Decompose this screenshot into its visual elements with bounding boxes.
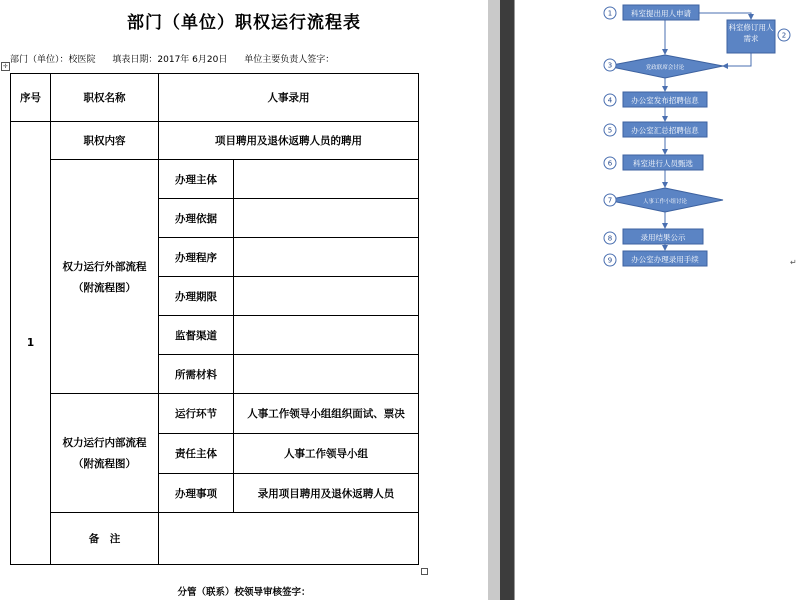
- meta-date: 填表日期：2017年 6月20日: [112, 55, 228, 65]
- table-move-handle-icon[interactable]: ✛: [2, 63, 9, 70]
- int-row: [11, 394, 419, 434]
- step-2-label: 科室修订用人需求: [728, 23, 774, 43]
- int-label: 办理事项: [159, 474, 234, 513]
- step-number: 4: [607, 96, 613, 105]
- int-value: 录用项目聘用及退休返聘人员: [234, 474, 419, 513]
- meta-dept: 部门（单位）：校医院: [10, 55, 96, 65]
- step-number: 8: [607, 234, 613, 243]
- content-row: [11, 122, 419, 160]
- int-label: 责任主体: [159, 434, 234, 474]
- external-flow-label: [51, 160, 159, 394]
- flowchart: [515, 0, 800, 600]
- ext-label: 办理主体: [159, 160, 234, 199]
- remark-row: [11, 513, 419, 565]
- external-flow-sub: （附流程图）: [73, 281, 136, 294]
- power-table: [10, 73, 419, 565]
- step-number: 7: [607, 196, 613, 205]
- ext-value[interactable]: [234, 199, 419, 238]
- ext-label: 办理依据: [159, 199, 234, 238]
- ext-value[interactable]: [234, 238, 419, 277]
- header-seq: 序号: [11, 74, 51, 122]
- step-label: 科室进行人员甄选: [633, 159, 693, 168]
- ext-label: 办理程序: [159, 238, 234, 277]
- int-value: 人事工作领导小组: [234, 434, 419, 474]
- header-name: 职权名称: [51, 74, 159, 122]
- power-name-cell: 人事录用: [159, 74, 419, 122]
- internal-flow-title: 权力运行内部流程: [62, 437, 147, 449]
- document-meta: [10, 52, 348, 65]
- int-label: 运行环节: [159, 394, 234, 434]
- document-footer: 分管（联系）校领导审核签字：: [177, 587, 311, 598]
- internal-flow-label: [51, 394, 159, 513]
- content-value: 项目聘用及退休返聘人员的聘用: [159, 122, 419, 160]
- step-label: 办公室发布招聘信息: [631, 96, 699, 105]
- step-number: 9: [607, 256, 613, 265]
- step-label: 录用结果公示: [640, 233, 686, 242]
- table-resize-handle-icon[interactable]: [421, 568, 428, 575]
- ext-label: 所需材料: [159, 355, 234, 394]
- ext-value[interactable]: [234, 277, 419, 316]
- step-number: 1: [607, 9, 613, 18]
- ext-label: 办理期限: [159, 277, 234, 316]
- flowchart-page: [515, 0, 800, 600]
- table-header-row: [11, 74, 419, 122]
- document-title: 部门（单位）职权运行流程表: [127, 13, 361, 33]
- step-label: 科室提出用人申请: [631, 9, 691, 18]
- step-number: 6: [607, 159, 613, 168]
- ext-value[interactable]: [234, 160, 419, 199]
- step-label: 办公室汇总招聘信息: [631, 126, 699, 135]
- remark-label: 备 注: [51, 513, 159, 565]
- ext-label: 监督渠道: [159, 316, 234, 355]
- step-label: 人事工作小组讨论: [642, 199, 688, 205]
- connector: [699, 13, 751, 19]
- step-label: 办公室办理录用手续: [631, 255, 699, 264]
- paragraph-mark-icon: ↵: [790, 258, 797, 267]
- ext-value[interactable]: [234, 355, 419, 394]
- meta-signer: 单位主要负责人签字：: [244, 55, 335, 65]
- ext-row: [11, 160, 419, 199]
- step-number: 3: [607, 61, 613, 70]
- seq-cell: 1: [11, 122, 51, 565]
- step-number: 5: [607, 126, 613, 135]
- external-flow-title: 权力运行外部流程: [62, 260, 147, 273]
- internal-flow-sub: （附流程图）: [73, 458, 136, 470]
- ext-value[interactable]: [234, 316, 419, 355]
- connector: [723, 53, 751, 66]
- step-label: 党政联席会讨论: [645, 65, 685, 71]
- page-divider: [500, 0, 514, 600]
- content-label: 职权内容: [51, 122, 159, 160]
- step-number: 2: [781, 31, 787, 40]
- page-gap: [488, 0, 500, 600]
- int-value: 人事工作领导小组组织面试、票决: [234, 394, 419, 434]
- remark-value[interactable]: [159, 513, 419, 565]
